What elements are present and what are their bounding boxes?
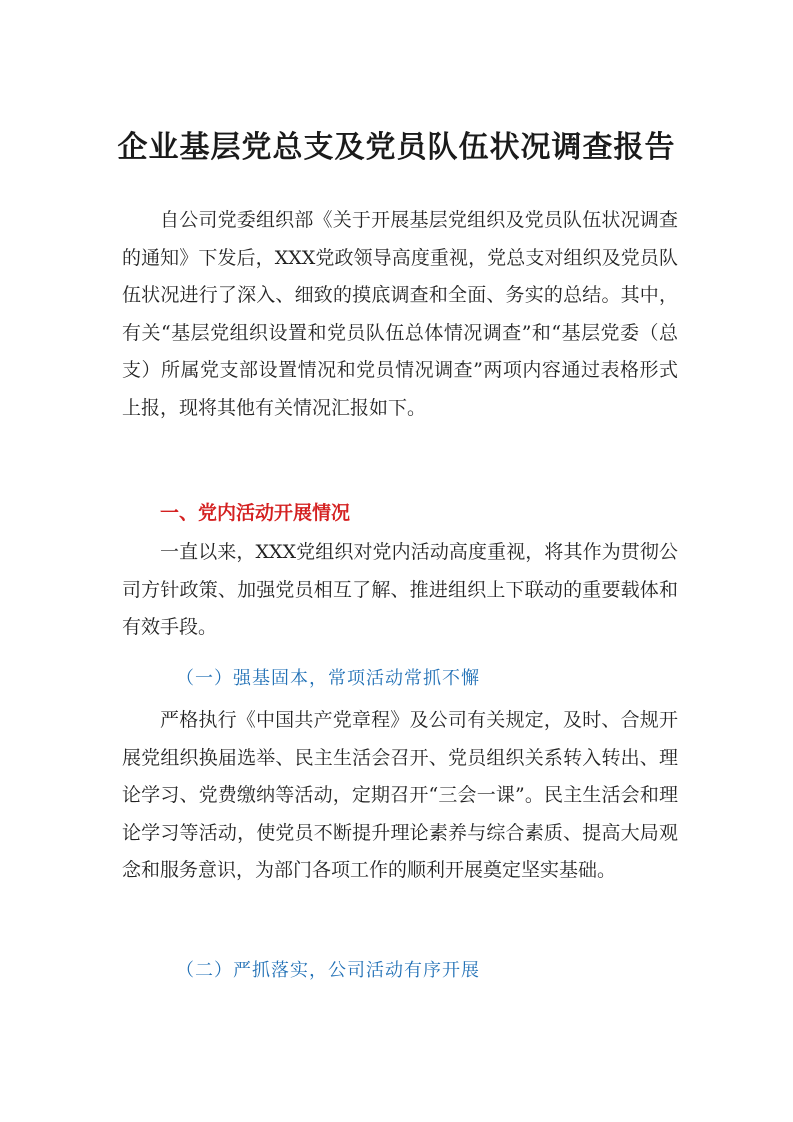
section1-paragraph: 一直以来，XXX党组织对党内活动高度重视，将其作为贯彻公司方针政策、加强党员相互了解、推进组织上下联动的重要载体和有效手段。 [122,541,678,639]
subsection1-paragraph: 严格执行《中国共产党章程》及公司有关规定，及时、合规开展党组织换届选举、民主生活会召开、党员组织关系转入转出、理论学习、党费缴纳等活动，定期召开“三会一课”。民主生活会和理论学习等活动，使党员不断提升理论素养与综合素质、提高大局观念和服务意识，为部门各项工作的顺利开展奠定坚实基础。 [122,709,678,882]
document-title: 企业基层党总支及党员队伍状况调查报告 [117,130,676,165]
subsection-heading-1: （一）强基固本，常项活动常抓不懈 [176,668,480,689]
intro-paragraph: 自公司党委组织部《关于开展基层党组织及党员队伍状况调查的通知》下发后，XXX党政领导高度重视，党总支对组织及党员队伍状况进行了深入、细致的摸底调查和全面、务实的总结。其中，有关“基层党组织设置和党员队伍总体情况调查”和“基层党委（总支）所属党支部设置情况和党员情况调查”两项内容通过表格形式上报，现将其他有关情况汇报如下。 [122,209,678,419]
section-heading-1: 一、党内活动开展情况 [160,502,351,524]
subsection-heading-2: （二）严抓落实，公司活动有序开展 [176,960,480,981]
